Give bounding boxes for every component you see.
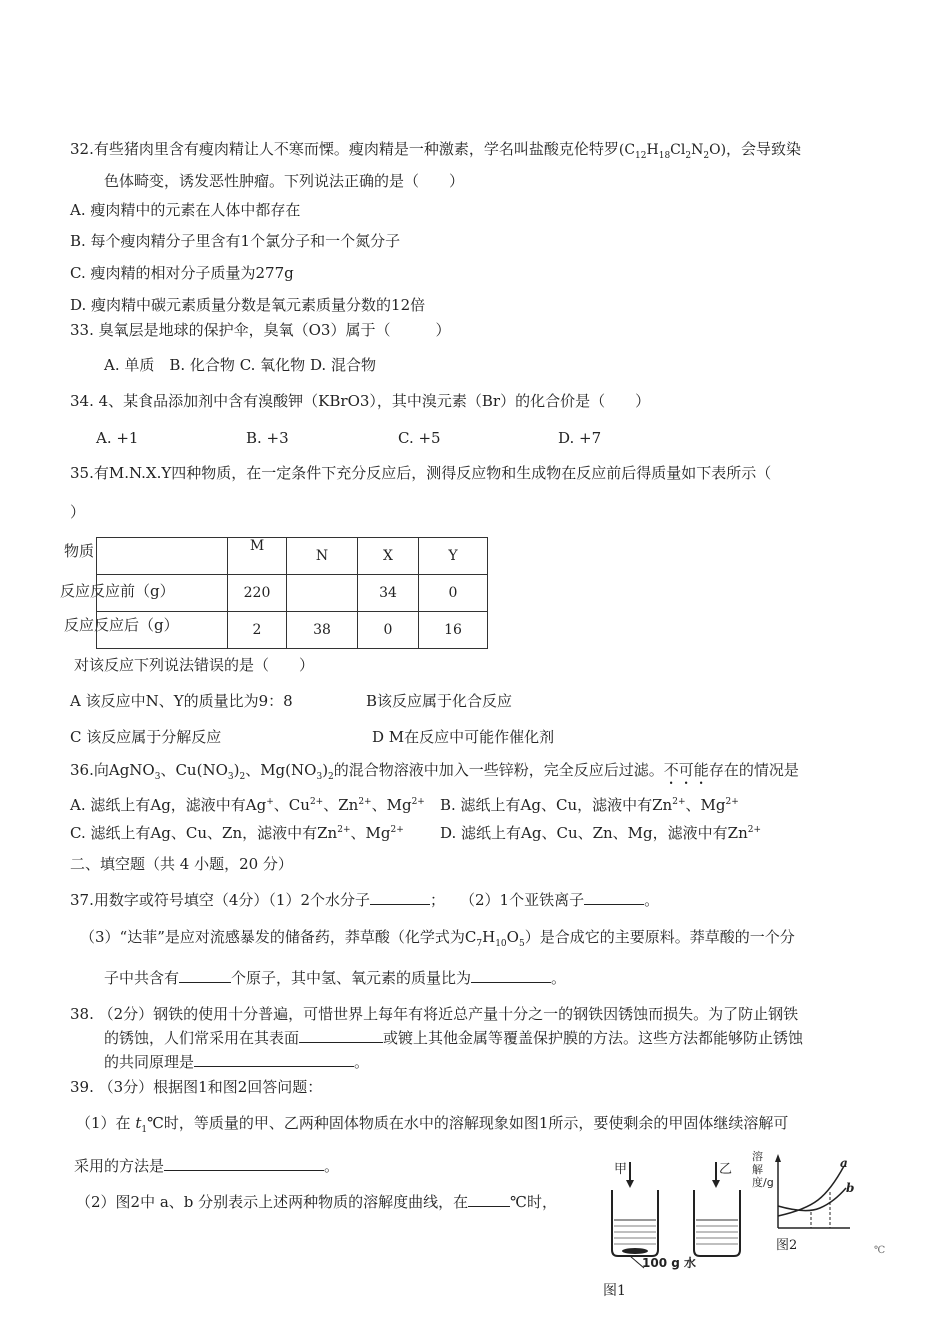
table-row-after xyxy=(97,612,488,649)
q39-line2: 采用的方法是 。 xyxy=(74,1157,340,1175)
solubility-curve-chart xyxy=(775,1154,850,1228)
q35-stem-end: ） xyxy=(70,503,86,521)
q38-blank-2[interactable] xyxy=(194,1052,354,1067)
section-title-fill-in: 二、填空题（共 4 小题，20 分） xyxy=(70,855,293,873)
figure-2-caption: 图2 xyxy=(776,1238,798,1253)
q35-option-d: D M在反应中可能作催化剂 xyxy=(372,728,555,746)
q36-option-b: B. 滤纸上有Ag、Cu，滤液中有$Zn^{2+}$、$Mg^{2+}$ xyxy=(440,796,739,814)
q35-label-after: 反应反应后（g） xyxy=(64,616,179,634)
table-cell-label xyxy=(97,575,228,612)
table-cell-y-before: 0 xyxy=(419,575,488,612)
q36-option-d: D. 滤纸上有Ag、Cu、Zn、Mg，滤液中有$Zn^{2+}$ xyxy=(440,824,762,842)
q36-option-c: C. 滤纸上有Ag、Cu、Zn，滤液中有$Zn^{2+}$、$Mg^{2+}$ xyxy=(70,824,404,842)
q35-label-substance: 物质 xyxy=(64,542,95,560)
q32-stem-line1: 32.有些猪肉里含有瘦肉精让人不寒而慄。瘦肉精是一种激素，学名叫盐酸克伦特罗$(C_{12}H_{18}Cl_2N_2O)$，会导致染 xyxy=(70,140,802,161)
q32-formula: $(C_{12}H_{18}Cl_2N_2O)$ xyxy=(618,142,727,161)
figure-1-caption: 图1 xyxy=(603,1283,626,1299)
q38-line1: 38. （2分）钢铁的使用十分普遍，可惜世界上每年有将近总产量十分之一的钢铁因锈蚀而损失。为了防止钢铁 xyxy=(70,1005,799,1023)
q35-option-c: C 该反应属于分解反应 xyxy=(70,728,222,746)
q36-option-a: A. 滤纸上有Ag，滤液中有Ag+、$Cu^{2+}$、$Zn^{2+}$、$Mg^{2+}$ xyxy=(70,796,425,814)
q33-options: A. 单质 B. 化合物 C. 氧化物 D. 混合物 xyxy=(104,356,376,374)
q35-question: 对该反应下列说法错误的是（ ） xyxy=(74,656,315,674)
q35-label-before: 反应反应前（g） xyxy=(60,582,175,600)
label-jia: 甲 xyxy=(614,1162,628,1177)
q37-blank-4[interactable] xyxy=(471,968,551,983)
q37-line2: （3）“达菲”是应对流感暴发的储备药，莽草酸（化学式为$C_7H_{10}O_5$）是合成它的主要原料。莽草酸的一个分 xyxy=(80,928,795,949)
table-header-y: Y xyxy=(419,538,488,575)
q35-mass-table xyxy=(96,537,488,649)
curve-b xyxy=(778,1188,846,1211)
label-water: 100 g 水 xyxy=(642,1256,696,1270)
label-yi: 乙 xyxy=(719,1162,733,1177)
table-header-x: X xyxy=(358,538,419,575)
q35-option-a: A 该反应中N、Y的质量比为9：8 xyxy=(70,692,293,710)
table-cell-y-after: 16 xyxy=(419,612,488,649)
q39-blank-1[interactable] xyxy=(164,1156,324,1171)
table-cell-x-after: 0 xyxy=(358,612,419,649)
q34-option-d: D. +7 xyxy=(558,429,602,447)
q32-stem-line2: 色体畸变，诱发恶性肿瘤。下列说法正确的是（ ） xyxy=(104,172,465,190)
q37-blank-3[interactable] xyxy=(179,968,231,983)
table-cell-n-after: 38 xyxy=(287,612,358,649)
temperature-unit: ℃ xyxy=(874,1245,886,1256)
q36-stem: 36.向AgNO$_3$、$Cu(NO_3)_2$、$Mg(NO_3)_2$的混合物溶液中加入一些锌粉，完全反应后过滤。不可能存在的情况是 xyxy=(70,761,799,782)
q38-line3: 的共同原理是 。 xyxy=(104,1053,370,1071)
q38-line2: 的锈蚀，人们常采用在其表面 或镀上其他金属等覆盖保护膜的方法。这些方法都能够防止锈蚀 xyxy=(104,1029,804,1047)
q39-line1: （1）在 $t_1℃$时，等质量的甲、乙两种固体物质在水中的溶解现象如图1所示，要使剩余的甲固体继续溶解可 xyxy=(76,1114,789,1135)
q37-line3: 子中共含有 个原子，其中氢、氧元素的质量比为 。 xyxy=(104,969,567,987)
q33-stem: 33. 臭氧层是地球的保护伞，臭氧（O3）属于（ ） xyxy=(70,321,451,339)
beaker-yi xyxy=(694,1162,740,1256)
table-cell-x-before: 34 xyxy=(358,575,419,612)
q38-blank-1[interactable] xyxy=(299,1028,383,1043)
figure-beakers-and-curve xyxy=(600,1150,900,1310)
q34-stem: 34. 4、某食品添加剂中含有溴酸钾（KBrO3），其中溴元素（Br）的化合价是（ ） xyxy=(70,392,651,410)
table-header-n: N xyxy=(287,538,358,575)
q34-option-b: B. +3 xyxy=(246,429,289,447)
curve-a-label: a xyxy=(840,1156,848,1170)
q39-blank-2[interactable] xyxy=(468,1192,510,1207)
q37-blank-2[interactable] xyxy=(584,890,644,905)
table-header-m: M xyxy=(228,538,287,575)
q39-stem: 39. （3分）根据图1和图2回答问题： xyxy=(70,1078,323,1096)
table-cell-label xyxy=(97,612,228,649)
q34-option-c: C. +5 xyxy=(398,429,441,447)
table-cell-m-after: 2 xyxy=(228,612,287,649)
q35-stem: 35.有M.N.X.Y四种物质，在一定条件下充分反应后，测得反应物和生成物在反应前后得质量如下表所示（ xyxy=(70,464,772,482)
q37-blank-1[interactable] xyxy=(370,890,430,905)
q36-emphasis: 不可能 xyxy=(663,761,709,779)
q32-option-c: C. 瘦肉精的相对分子质量为277g xyxy=(70,264,294,282)
q37-line1: 37.用数字或符号填空（4分）（1）2个水分子 ； （2）1个亚铁离子 。 xyxy=(70,891,660,909)
table-cell-empty xyxy=(97,538,228,575)
curve-b-label: b xyxy=(846,1181,855,1195)
q32-option-a: A. 瘦肉精中的元素在人体中都存在 xyxy=(70,201,301,219)
q39-line3: （2）图2中 a、b 分别表示上述两种物质的溶解度曲线，在 ℃时， xyxy=(76,1193,557,1211)
table-cell-m-before: 220 xyxy=(228,575,287,612)
q34-option-a: A. +1 xyxy=(96,429,139,447)
q32-option-b: B. 每个瘦肉精分子里含有1个氯分子和一个氮分子 xyxy=(70,232,401,250)
table-row-before xyxy=(97,575,488,612)
table-cell-n-before xyxy=(287,575,358,612)
solubility-ylabel: 溶解度/g xyxy=(752,1150,774,1189)
q35-option-b: B该反应属于化合反应 xyxy=(366,692,513,710)
q32-option-d: D. 瘦肉精中碳元素质量分数是氧元素质量分数的12倍 xyxy=(70,296,426,314)
table-row-header xyxy=(97,538,488,575)
q36-stem-text: 36.向AgNO$_3$、$Cu(NO_3)_2$、$Mg(NO_3)_2$的混合物溶液中加入一些锌粉，完全反应后过滤。 xyxy=(70,761,664,782)
